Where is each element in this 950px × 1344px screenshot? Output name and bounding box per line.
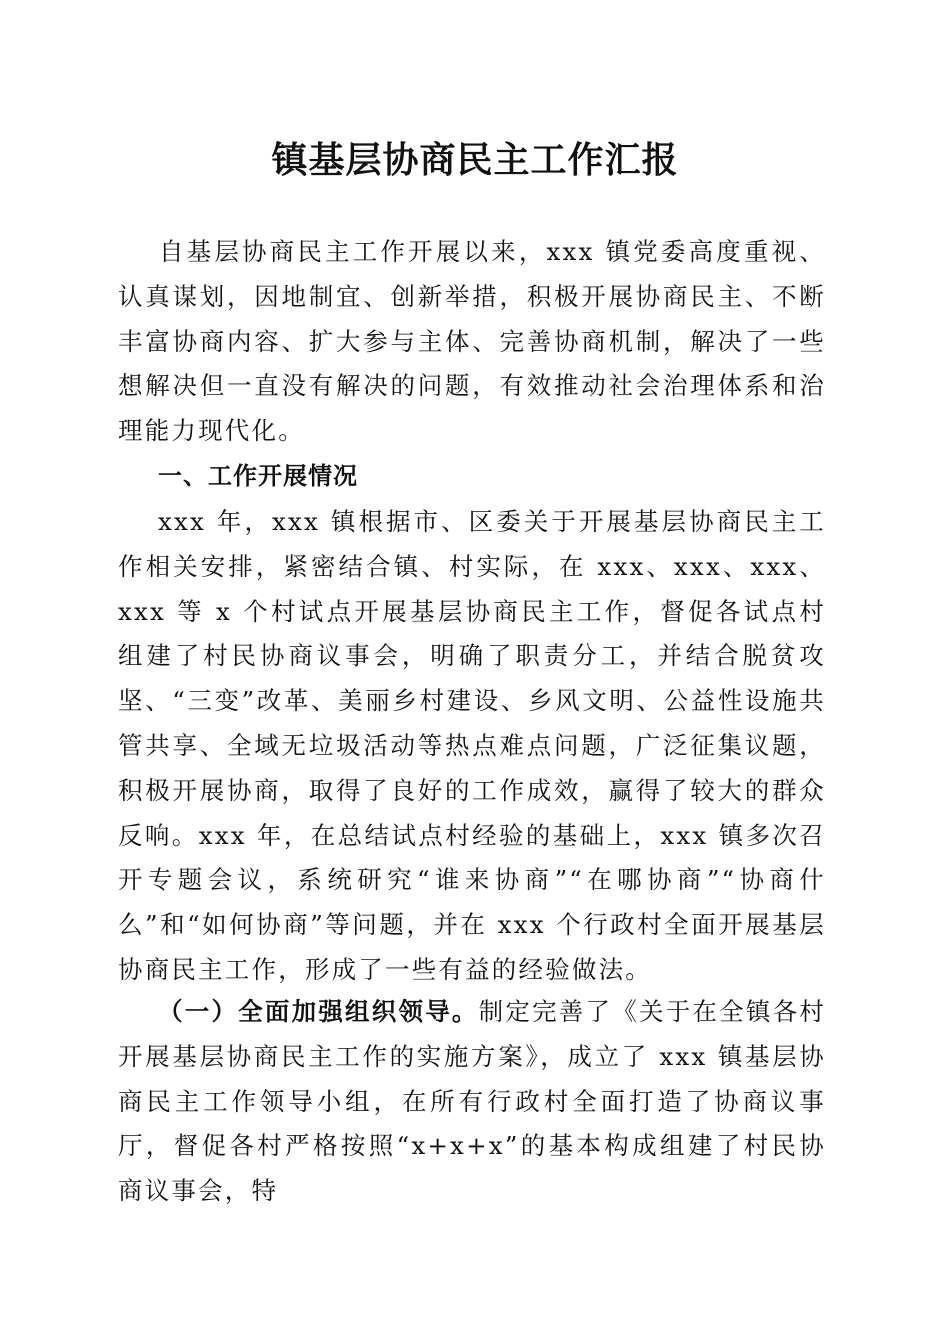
section-paragraph	[118, 500, 826, 993]
subsection-paragraph	[118, 990, 826, 1214]
subsection-text: 制定完善了《关于在全镇各村开展基层协商民主工作的实施方案》，成立了 xxx 镇基层协商民主工作领导小组，在所有行政村全面打造了协商议事厅，督促各村严格按照“x+x+x”的基本构成组建了村民协商议事会，特	[118, 997, 826, 1206]
section-text: xxx 年，xxx 镇根据市、区委关于开展基层协商民主工作相关安排，紧密结合镇、村实际，在 xxx、xxx、xxx、xxx 等 x 个村试点开展基层协商民主工作，督促各试点村组建了村民协商议事会，明确了职责分工，并结合脱贫攻坚、“三变”改革、美丽乡村建设、乡风文明、公益性设施共管共享、全域无垃圾活动等热点难点问题，广泛征集议题，积极开展协商，取得了良好的工作成效，赢得了较大的群众反响。xxx 年，在总结试点村经验的基础上，xxx 镇多次召开专题会议，系统研究“谁来协商”“在哪协商”“协商什么”和“如何协商”等问题，并在 xxx 个行政村全面开展基层协商民主工作，形成了一些有益的经验做法。	[118, 507, 826, 984]
intro-paragraph	[118, 230, 826, 454]
document-title: 镇基层协商民主工作汇报	[271, 139, 679, 181]
intro-text: 自基层协商民主工作开展以来，xxx 镇党委高度重视、认真谋划，因地制宜、创新举措，积极开展协商民主、不断丰富协商内容、扩大参与主体、完善协商机制，解决了一些想解决但一直没有解决的问题，有效推动社会治理体系和治理能力现代化。	[118, 237, 826, 446]
subsection-lead: （一）全面加强组织领导。	[158, 997, 479, 1026]
section-heading: 一、工作开展情况	[158, 462, 358, 490]
